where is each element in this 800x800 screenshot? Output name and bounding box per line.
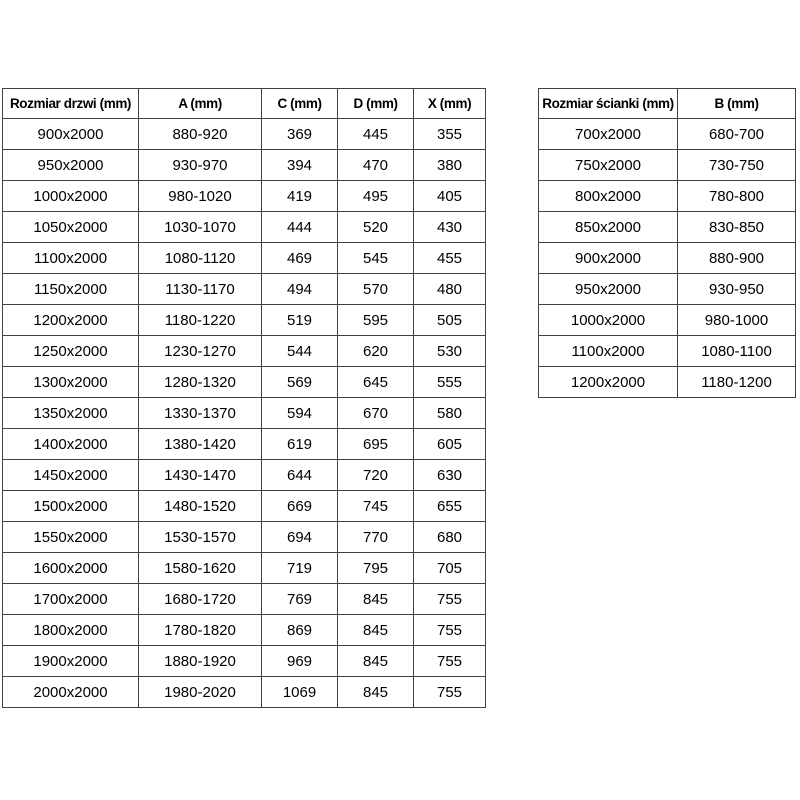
table-cell: 419 <box>262 181 338 212</box>
table-cell: 480 <box>414 274 486 305</box>
table-cell: 1100x2000 <box>3 243 139 274</box>
table-row <box>3 522 486 553</box>
column-header: D (mm) <box>338 89 414 119</box>
table-cell: 1780-1820 <box>139 615 262 646</box>
table-cell: 570 <box>338 274 414 305</box>
table-cell: 569 <box>262 367 338 398</box>
table-cell: 1430-1470 <box>139 460 262 491</box>
table-cell: 845 <box>338 677 414 708</box>
table-cell: 845 <box>338 584 414 615</box>
table-row <box>3 336 486 367</box>
table-cell: 519 <box>262 305 338 336</box>
column-header: A (mm) <box>139 89 262 119</box>
table-cell: 645 <box>338 367 414 398</box>
table-row <box>3 305 486 336</box>
table-row <box>539 212 796 243</box>
table-row <box>3 150 486 181</box>
table-cell: 695 <box>338 429 414 460</box>
table-cell: 900x2000 <box>3 119 139 150</box>
column-header: Rozmiar drzwi (mm) <box>3 89 139 119</box>
table-cell: 1330-1370 <box>139 398 262 429</box>
table-cell: 619 <box>262 429 338 460</box>
table-cell: 2000x2000 <box>3 677 139 708</box>
table-cell: 1000x2000 <box>539 305 678 336</box>
table-cell: 680-700 <box>678 119 796 150</box>
table-cell: 669 <box>262 491 338 522</box>
table-cell: 1180-1220 <box>139 305 262 336</box>
table-row <box>539 181 796 212</box>
table-cell: 845 <box>338 646 414 677</box>
table-cell: 1080-1100 <box>678 336 796 367</box>
table-row <box>539 119 796 150</box>
table-cell: 1069 <box>262 677 338 708</box>
table-row <box>539 150 796 181</box>
table-cell: 469 <box>262 243 338 274</box>
table-cell: 750x2000 <box>539 150 678 181</box>
table-cell: 755 <box>414 615 486 646</box>
table-row <box>539 274 796 305</box>
table-cell: 950x2000 <box>539 274 678 305</box>
column-header: X (mm) <box>414 89 486 119</box>
table-cell: 620 <box>338 336 414 367</box>
table-cell: 1980-2020 <box>139 677 262 708</box>
table-cell: 880-900 <box>678 243 796 274</box>
table-cell: 1530-1570 <box>139 522 262 553</box>
table-cell: 969 <box>262 646 338 677</box>
table-cell: 1080-1120 <box>139 243 262 274</box>
table-cell: 930-950 <box>678 274 796 305</box>
table-cell: 1230-1270 <box>139 336 262 367</box>
table-cell: 355 <box>414 119 486 150</box>
table-cell: 445 <box>338 119 414 150</box>
table-cell: 544 <box>262 336 338 367</box>
table-cell: 745 <box>338 491 414 522</box>
table-row <box>3 274 486 305</box>
table-cell: 644 <box>262 460 338 491</box>
column-header: C (mm) <box>262 89 338 119</box>
table-cell: 1600x2000 <box>3 553 139 584</box>
table-cell: 850x2000 <box>539 212 678 243</box>
table-cell: 1550x2000 <box>3 522 139 553</box>
table-row <box>3 181 486 212</box>
wall-size-table <box>538 88 796 398</box>
table-cell: 800x2000 <box>539 181 678 212</box>
table-cell: 1250x2000 <box>3 336 139 367</box>
table-cell: 705 <box>414 553 486 584</box>
table-cell: 700x2000 <box>539 119 678 150</box>
table-row <box>3 460 486 491</box>
table-cell: 655 <box>414 491 486 522</box>
table-cell: 545 <box>338 243 414 274</box>
table-cell: 605 <box>414 429 486 460</box>
table-cell: 980-1000 <box>678 305 796 336</box>
table-row <box>3 212 486 243</box>
table-cell: 694 <box>262 522 338 553</box>
table-cell: 755 <box>414 646 486 677</box>
table-cell: 455 <box>414 243 486 274</box>
table-cell: 755 <box>414 584 486 615</box>
table-row <box>3 398 486 429</box>
table-row <box>3 429 486 460</box>
table-cell: 770 <box>338 522 414 553</box>
table-cell: 594 <box>262 398 338 429</box>
table-cell: 444 <box>262 212 338 243</box>
table-cell: 1180-1200 <box>678 367 796 398</box>
table-cell: 1450x2000 <box>3 460 139 491</box>
table-cell: 394 <box>262 150 338 181</box>
table-cell: 1580-1620 <box>139 553 262 584</box>
table-cell: 1350x2000 <box>3 398 139 429</box>
table-row <box>539 305 796 336</box>
table-cell: 1700x2000 <box>3 584 139 615</box>
table-cell: 1130-1170 <box>139 274 262 305</box>
table-row <box>3 119 486 150</box>
table-cell: 730-750 <box>678 150 796 181</box>
table-cell: 494 <box>262 274 338 305</box>
table-row <box>539 243 796 274</box>
table-cell: 950x2000 <box>3 150 139 181</box>
door-size-table <box>2 88 486 708</box>
table-row <box>539 336 796 367</box>
table-cell: 495 <box>338 181 414 212</box>
table-cell: 1000x2000 <box>3 181 139 212</box>
table-cell: 580 <box>414 398 486 429</box>
table-cell: 930-970 <box>139 150 262 181</box>
table-cell: 380 <box>414 150 486 181</box>
table-cell: 845 <box>338 615 414 646</box>
table-cell: 1100x2000 <box>539 336 678 367</box>
table-cell: 1050x2000 <box>3 212 139 243</box>
table-cell: 1900x2000 <box>3 646 139 677</box>
table-cell: 719 <box>262 553 338 584</box>
table-cell: 1480-1520 <box>139 491 262 522</box>
table-cell: 1500x2000 <box>3 491 139 522</box>
table-cell: 670 <box>338 398 414 429</box>
table-cell: 880-920 <box>139 119 262 150</box>
table-cell: 505 <box>414 305 486 336</box>
table-row <box>3 491 486 522</box>
table-cell: 405 <box>414 181 486 212</box>
table-row <box>3 646 486 677</box>
table-cell: 1400x2000 <box>3 429 139 460</box>
table-row <box>3 615 486 646</box>
table-cell: 1200x2000 <box>539 367 678 398</box>
table-cell: 470 <box>338 150 414 181</box>
table-cell: 430 <box>414 212 486 243</box>
header-row <box>3 89 486 119</box>
table-cell: 520 <box>338 212 414 243</box>
column-header: Rozmiar ścianki (mm) <box>539 89 678 119</box>
table-cell: 555 <box>414 367 486 398</box>
table-row <box>3 677 486 708</box>
table-row <box>3 367 486 398</box>
table-cell: 1030-1070 <box>139 212 262 243</box>
table-cell: 369 <box>262 119 338 150</box>
table-cell: 755 <box>414 677 486 708</box>
table-cell: 720 <box>338 460 414 491</box>
table-cell: 680 <box>414 522 486 553</box>
table-cell: 530 <box>414 336 486 367</box>
table-cell: 1680-1720 <box>139 584 262 615</box>
table-cell: 1150x2000 <box>3 274 139 305</box>
header-row <box>539 89 796 119</box>
table-cell: 1380-1420 <box>139 429 262 460</box>
table-cell: 1880-1920 <box>139 646 262 677</box>
table-cell: 780-800 <box>678 181 796 212</box>
table-cell: 1280-1320 <box>139 367 262 398</box>
table-cell: 769 <box>262 584 338 615</box>
table-cell: 980-1020 <box>139 181 262 212</box>
table-cell: 900x2000 <box>539 243 678 274</box>
table-cell: 630 <box>414 460 486 491</box>
column-header: B (mm) <box>678 89 796 119</box>
table-row <box>3 553 486 584</box>
table-cell: 595 <box>338 305 414 336</box>
table-cell: 1300x2000 <box>3 367 139 398</box>
table-cell: 830-850 <box>678 212 796 243</box>
table-cell: 1800x2000 <box>3 615 139 646</box>
table-cell: 869 <box>262 615 338 646</box>
table-row <box>539 367 796 398</box>
table-row <box>3 243 486 274</box>
table-cell: 795 <box>338 553 414 584</box>
table-cell: 1200x2000 <box>3 305 139 336</box>
table-row <box>3 584 486 615</box>
